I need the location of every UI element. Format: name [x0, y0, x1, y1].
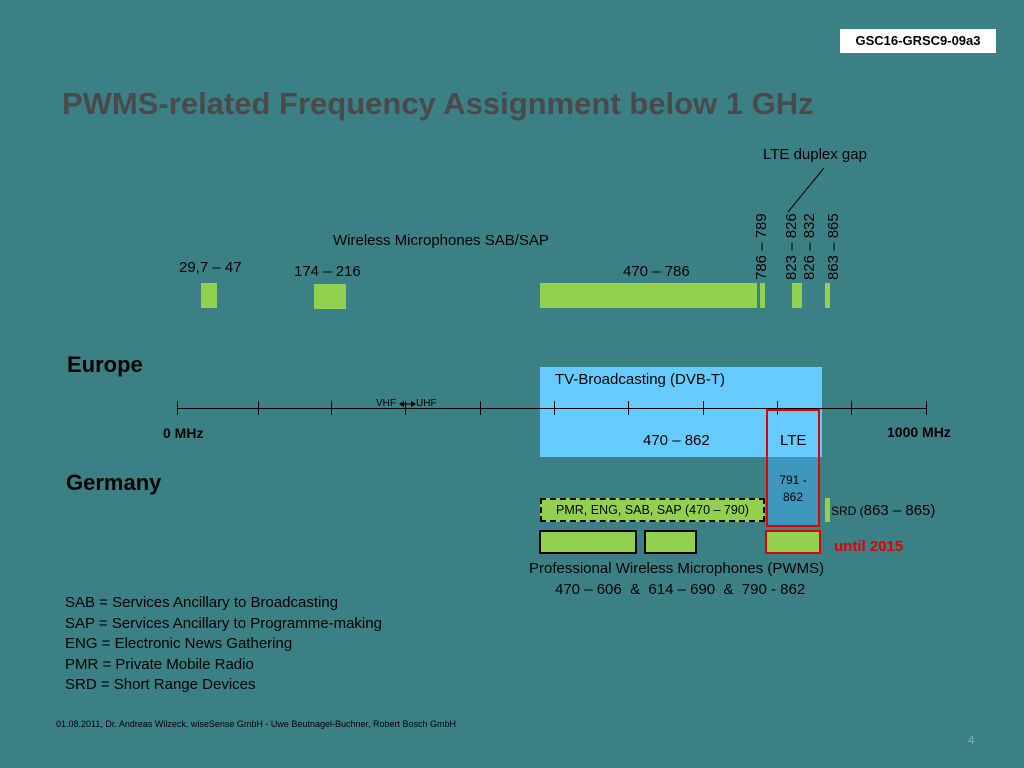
- srd-band-bar: [825, 498, 830, 522]
- axis-end-label: 1000 MHz: [887, 424, 951, 440]
- legend-item: SAB = Services Ancillary to Broadcasting: [65, 594, 339, 611]
- axis-tick: [628, 401, 629, 415]
- europe-heading: Europe: [67, 352, 143, 377]
- srd-label: [831, 502, 935, 520]
- axis-tick: [554, 401, 555, 415]
- duplex-gap-pointer-line: [780, 166, 830, 216]
- axis-tick: [331, 401, 332, 415]
- pwms-ranges: 470 – 606 & 614 – 690 & 790 - 862: [555, 581, 806, 598]
- band-label-29-47: 29,7 – 47: [179, 259, 242, 276]
- axis-tick: [177, 401, 178, 415]
- uhf-label: UHF: [416, 398, 437, 409]
- tv-broadcasting-label: TV-Broadcasting (DVB-T): [555, 371, 726, 388]
- germany-heading: Germany: [66, 470, 162, 495]
- axis-start-label: 0 MHz: [163, 425, 204, 441]
- axis-tick: [851, 401, 852, 415]
- legend-item: SRD = Short Range Devices: [65, 676, 256, 693]
- vhf-label: VHF: [376, 398, 396, 409]
- srd-range: 863 – 865): [863, 502, 936, 519]
- pwms-band-470-606: [539, 530, 637, 554]
- document-id-badge: GSC16-GRSC9-09a3: [840, 29, 996, 53]
- axis-tick: [258, 401, 259, 415]
- band-bar-29-47: [201, 283, 217, 308]
- lte-label: LTE: [780, 432, 807, 449]
- axis-tick: [926, 401, 927, 415]
- band-bar-863-865: [825, 283, 830, 308]
- legend-item: SAP = Services Ancillary to Programme-making: [65, 614, 382, 632]
- band-bar-470-786: [540, 283, 757, 308]
- footer-text: 01.08.2011, Dr. Andreas Wilzeck, wiseSense GmbH - Uwe Beutnagel-Buchner, Robert Bosch GmbH: [56, 719, 457, 729]
- band-bar-786-789: [760, 283, 765, 308]
- vhf-uhf-boundary-arrow: [399, 399, 417, 409]
- axis-tick: [480, 401, 481, 415]
- page-number: 4: [968, 733, 975, 747]
- axis-tick: [703, 401, 704, 415]
- legend-item: ENG = Electronic News Gathering: [65, 635, 293, 652]
- lte-band-outline: [766, 409, 820, 527]
- band-label-826-832: 826 – 832: [801, 213, 818, 280]
- band-label-470-786: 470 – 786: [623, 263, 690, 280]
- band-label-174-216: 174 – 216: [294, 263, 361, 280]
- tv-range-label: 470 – 862: [643, 432, 710, 449]
- pwms-title: Professional Wireless Microphones (PWMS): [529, 560, 825, 577]
- band-label-823-826: 823 – 826: [783, 213, 800, 280]
- pwms-band-790-862: [765, 530, 821, 554]
- lte-range-label: 791 - 862: [779, 473, 807, 504]
- page-title: PWMS-related Frequency Assignment below 1 GHz: [62, 86, 814, 121]
- until-2015-label: until 2015: [834, 538, 904, 555]
- band-label-786-789: 786 – 789: [753, 213, 770, 280]
- pmr-eng-sab-sap-band: PMR, ENG, SAB, SAP (470 – 790): [540, 498, 765, 522]
- band-bar-174-216: [314, 284, 346, 309]
- srd-prefix: SRD (: [831, 504, 864, 518]
- band-bar-823-832: [792, 283, 802, 308]
- wireless-microphones-label: Wireless Microphones SAB/SAP: [333, 232, 549, 249]
- abbreviation-legend: [65, 593, 382, 696]
- lte-duplex-gap-label: LTE duplex gap: [763, 146, 867, 163]
- legend-item: PMR = Private Mobile Radio: [65, 655, 254, 673]
- pwms-band-614-690: [644, 530, 697, 554]
- band-label-863-865: 863 – 865: [825, 213, 842, 280]
